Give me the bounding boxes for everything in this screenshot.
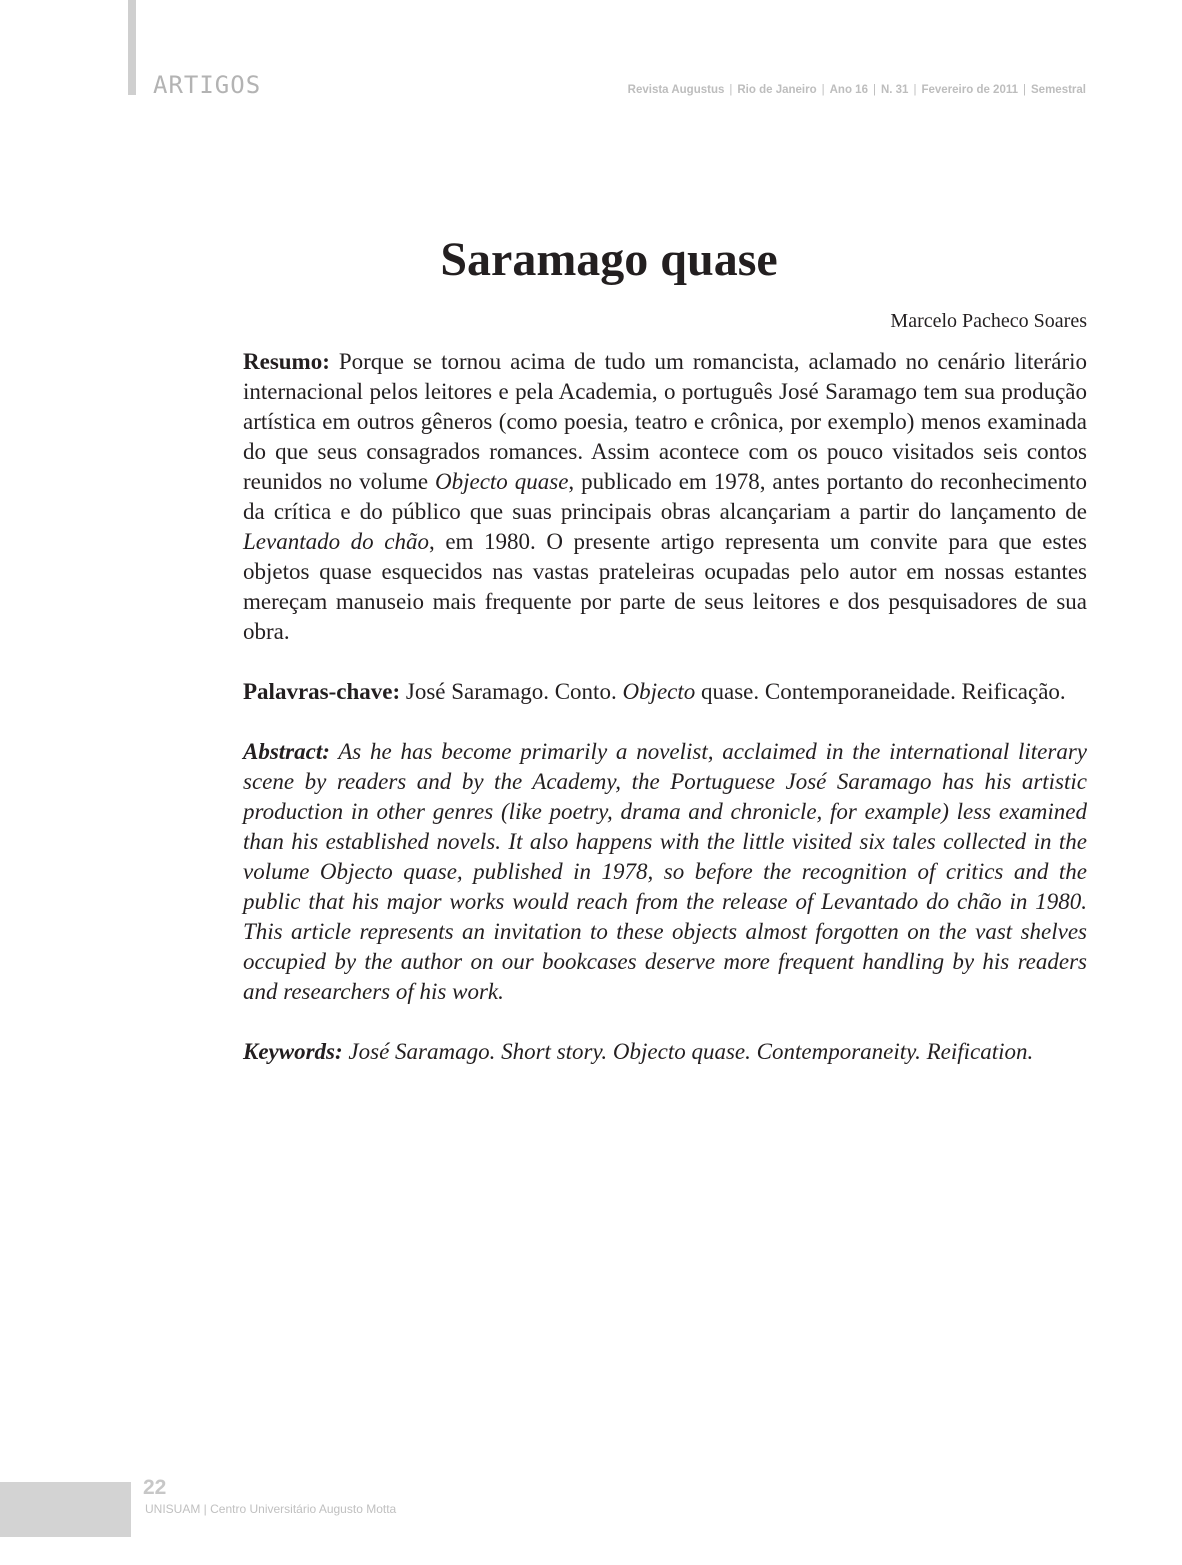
section-label: ARTIGOS [153,71,262,99]
article-title: Saramago quase [440,233,778,286]
book-title: Objecto [622,679,696,704]
journal-name: Revista Augustus [627,84,725,96]
resumo-paragraph [243,347,1087,647]
resumo-text: , em 1980. O presente artigo representa um convite para que estes objetos quase esquecidos nas vastas prateleiras ocupadas pelo autor em nossas estantes mereçam manuseio mais frequente por parte de seus leitores e dos pesquisadores de sua obra. [243,529,1087,644]
palavras-chave-paragraph [243,677,1087,707]
resumo-text: Porque se tornou acima de tudo um romancista, aclamado no cenário literário internacional pelos leitores e pela Academia, o português José Saramago tem sua produção artística em outros gêneros (como poesia, teatro e crônica, por exemplo) menos examinada do que seus consagrados romances. Assim acontece com os pouco visitados seis contos reunidos no volume [243,349,1087,494]
journal-date: Fevereiro de 2011 [921,84,1019,96]
journal-city: Rio de Janeiro [737,84,817,96]
book-title: Objecto quase [435,469,569,494]
palavras-chave-text: José Saramago. Conto. [400,679,623,704]
palavras-chave-text: quase. Contemporaneidade. Reificação. [695,679,1066,704]
keywords-label: Keywords: [243,1039,343,1064]
journal-issue: N. 31 [880,84,909,96]
abstract-text: As he has become primarily a novelist, acclaimed in the international literary scene by readers and by the Academy, the Portuguese José Saramago has his artistic production in other genres (like poetry, drama and chronicle, for example) less examined than his established novels. It also happens with the little visited six tales collected in the volume Objecto quase, published in 1978, so before the recognition of critics and the public that his major works would reach from the release of Levantado do chão in 1980. This article represents an invitation to these objects almost forgotten on the vast shelves occupied by the author on our bookcases deserve more frequent handling by his readers and researchers of his work. [243,739,1087,1004]
separator: | [872,84,876,96]
page-number: 22 [143,1476,167,1499]
separator: | [1023,84,1027,96]
article-body [243,347,1087,1097]
keywords-text: José Saramago. Short story. Objecto quase. Contemporaneity. Reification. [342,1039,1034,1064]
keywords-paragraph [243,1037,1087,1067]
footer-institution: UNISUAM | Centro Universitário Augusto Motta [145,1502,397,1516]
footer-accent-box [0,1482,131,1537]
header-accent-bar [128,0,136,95]
resumo-label: Resumo: [243,349,330,374]
separator: | [821,84,825,96]
palavras-chave-label: Palavras-chave: [243,679,401,704]
book-title: Levantado do chão [243,529,429,554]
abstract-label: Abstract: [243,739,330,764]
resumo-text: , publicado em 1978, antes portanto do reconhecimento da crítica e do público que suas principais obras alcançariam a partir do lançamento de [243,469,1088,524]
journal-year: Ano 16 [829,84,868,96]
separator: | [729,84,733,96]
separator: | [913,84,917,96]
journal-frequency: Semestral [1031,84,1086,96]
article-author: Marcelo Pacheco Soares [890,310,1087,332]
running-head [628,82,1086,98]
abstract-paragraph [243,737,1087,1007]
